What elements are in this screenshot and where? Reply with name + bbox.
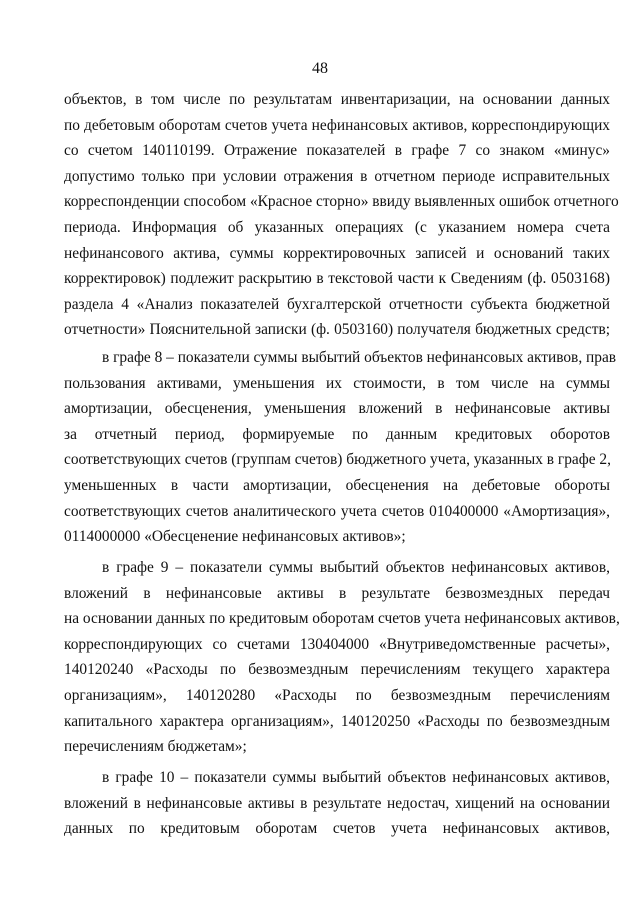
paragraph-column-9 [64,555,620,760]
text-line: амортизации, обесценения, уменьшения вложений в нефинансовые активы [64,400,610,418]
text-line: 0114000000 «Обесценение нефинансовых активов»; [64,528,406,546]
paragraph-column-10 [64,765,610,842]
text-line: вложений в нефинансовые активы в результате недостач, хищений на основании [64,794,610,812]
text-line: организациям», 140120280 «Расходы по безвозмездным перечислениям [64,686,610,704]
text-line: в графе 8 – показатели суммы выбытий объектов нефинансовых активов, прав [102,349,617,366]
text-line: уменьшенных в части амортизации, обесценения на дебетовые обороты [64,476,610,494]
text-line: корректировок) подлежит раскрытию в текстовой части к Сведениям (ф. 0503168) [64,270,610,288]
text-line: корреспондирующих со счетами 130404000 «Внутриведомственные расчеты», [64,635,610,653]
page-number: 48 [312,60,328,77]
text-line: допустимо только при условии отражения в отчетном периоде исправительных [64,167,610,185]
paragraph-continuation [64,87,619,343]
text-line: 140120240 «Расходы по безвозмездным перечислениям текущего характера [64,661,610,679]
text-line: за отчетный период, формируемые по данным кредитовых оборотов [64,425,610,443]
text-line: данных по кредитовым оборотам счетов учета нефинансовых активов, [64,820,610,838]
text-line: капитального характера организациям», 140120250 «Расходы по безвозмездным [64,712,610,730]
text-line: корреспонденции способом «Красное сторно» ввиду выявленных ошибок отчетного [64,193,619,211]
paragraph-column-8 [64,345,617,550]
text-line: по дебетовым оборотам счетов учета нефинансовых активов, корреспондирующих [64,116,610,134]
text-line: периода. Информация об указанных операциях (с указанием номера счета [64,218,610,236]
text-line: раздела 4 «Анализ показателей бухгалтерской отчетности субъекта бюджетной [64,295,610,313]
text-line: вложений в нефинансовые активы в результате безвозмездных передач [64,584,610,602]
text-line: отчетности» Пояснительной записки (ф. 0503160) получателя бюджетных средств; [64,321,610,339]
text-line: соответствующих счетов аналитического учета счетов 010400000 «Амортизация», [64,502,610,520]
text-line: объектов, в том числе по результатам инвентаризации, на основании данных [64,91,610,108]
text-line: пользования активами, уменьшения их стоимости, в том числе на суммы [64,374,610,392]
text-line: в графе 10 – показатели суммы выбытий объектов нефинансовых активов, [102,769,610,786]
text-line: соответствующих счетов (группам счетов) бюджетного учета, указанных в графе 2, [64,451,611,469]
text-line: в графе 9 – показатели суммы выбытий объектов нефинансовых активов, [102,559,610,576]
text-line: перечислениям бюджетам»; [64,738,247,756]
text-line: нефинансового актива, суммы корректировочных записей и оснований таких [64,244,610,262]
text-line: на основании данных по кредитовым оборотам счетов учета нефинансовых активов, [64,610,620,628]
text-line: со счетом 140110199. Отражение показателей в графе 7 со знаком «минус» [64,142,610,160]
